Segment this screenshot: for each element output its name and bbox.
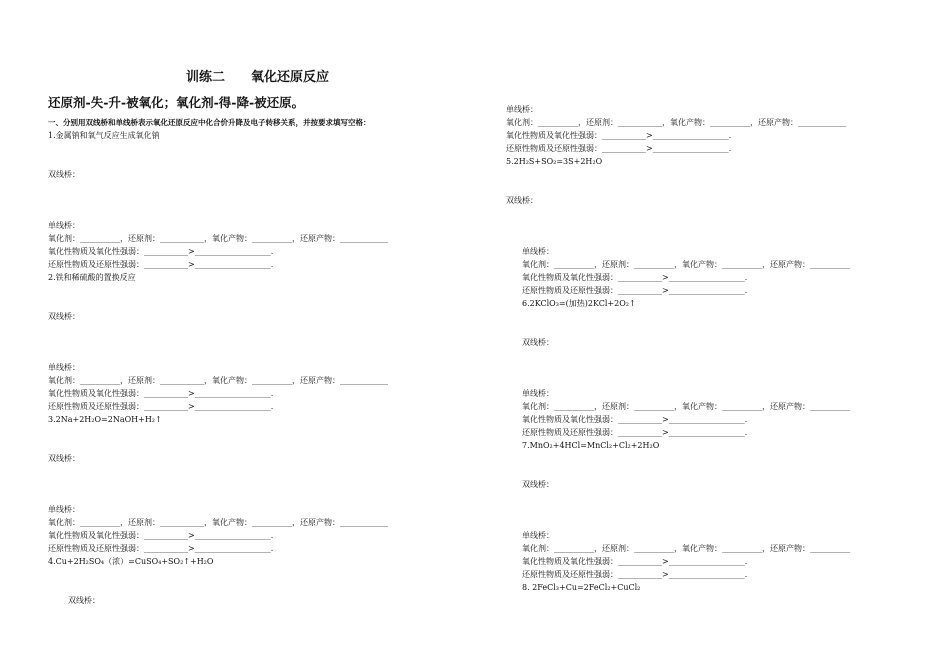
reducing-strength-line: 还原性物质及还原性强弱：___________>___________________.: [522, 428, 748, 437]
reaction-1: 1.金属钠和氧气反应生成氧化钠: [48, 131, 160, 140]
reducing-strength-line: 还原性物质及还原性强弱：___________>___________________.: [522, 286, 748, 295]
reaction-5: 5.2H₂S+SO₂=3S+2H₂O: [506, 157, 603, 166]
double-bridge-label: 双线桥：: [48, 312, 80, 321]
single-bridge-label: 单线桥：: [48, 363, 80, 372]
agents-line: 氧化剂：__________，还原剂：__________，氧化产物：__________，还原产物：__________: [522, 260, 850, 269]
oxidizing-strength-line: 氧化性物质及氧化性强弱：___________>___________________.: [48, 389, 274, 398]
oxidizing-strength-line: 氧化性物质及氧化性强弱：___________>___________________.: [522, 273, 748, 282]
double-bridge-label: 双线桥：: [68, 596, 100, 605]
reducing-strength-line: 还原性物质及还原性强弱：___________>___________________.: [48, 260, 274, 269]
reaction-6: 6.2KClO₃=(加热)2KCl+2O₂↑: [522, 299, 636, 308]
mnemonic-rule: 还原剂-失-升-被氧化；氧化剂-得-降-被还原。: [48, 95, 305, 110]
agents-line: 氧化剂：__________，还原剂：__________，氧化产物：__________，还原产物：__________: [522, 402, 850, 411]
instruction: 一、分别用双线桥和单线桥表示氧化还原反应中化合价升降及电子转移关系，并按要求填写空格：: [48, 118, 371, 127]
double-bridge-label: 双线桥：: [48, 454, 80, 463]
reaction-2: 2.铁和稀硫酸的置换反应: [48, 273, 136, 282]
reaction-7: 7.MnO₂+4HCl=MnCl₂+Cl₂+2H₂O: [522, 441, 660, 450]
oxidizing-strength-line: 氧化性物质及氧化性强弱：___________>___________________.: [506, 131, 732, 140]
reducing-strength-line: 还原性物质及还原性强弱：___________>___________________.: [522, 570, 748, 579]
agents-line: 氧化剂：__________，还原剂：___________，氧化产物：__________，还原产物：____________: [48, 518, 388, 527]
agents-line: 氧化剂：__________，还原剂：__________，氧化产物：__________，还原产物：__________: [522, 544, 850, 553]
page-title: 训练二 氧化还原反应: [186, 70, 330, 85]
reaction-8: 8. 2FeCl₃+Cu=2FeCl₂+CuCl₂: [522, 583, 641, 592]
reaction-4: 4.Cu+2H₂SO₄（浓）=CuSO₄+SO₂↑+H₂O: [48, 557, 214, 566]
double-bridge-label: 双线桥：: [48, 170, 80, 179]
oxidizing-strength-line: 氧化性物质及氧化性强弱：___________>___________________.: [522, 415, 748, 424]
single-bridge-label: 单线桥：: [522, 531, 554, 540]
oxidizing-strength-line: 氧化性物质及氧化性强弱：___________>___________________.: [48, 247, 274, 256]
single-bridge-label: 单线桥：: [522, 247, 554, 256]
double-bridge-label: 双线桥：: [522, 338, 554, 347]
single-bridge-label: 单线桥：: [522, 389, 554, 398]
agents-line: 氧化剂：__________，还原剂：___________，氧化产物：__________，还原产物：____________: [48, 376, 388, 385]
double-bridge-label: 双线桥：: [506, 196, 538, 205]
single-bridge-label: 单线桥：: [48, 505, 80, 514]
reaction-3: 3.2Na+2H₂O=2NaOH+H₂↑: [48, 415, 162, 424]
single-bridge-label: 单线桥：: [506, 105, 538, 114]
single-bridge-label: 单线桥：: [48, 221, 80, 230]
oxidizing-strength-line: 氧化性物质及氧化性强弱：___________>___________________.: [522, 557, 748, 566]
oxidizing-strength-line: 氧化性物质及氧化性强弱：___________>___________________.: [48, 531, 274, 540]
reducing-strength-line: 还原性物质及还原性强弱：___________>___________________.: [48, 544, 274, 553]
reducing-strength-line: 还原性物质及还原性强弱：___________>___________________.: [506, 144, 732, 153]
agents-line: 氧化剂：__________，还原剂：___________，氧化产物：__________，还原产物：____________: [506, 118, 846, 127]
double-bridge-label: 双线桥：: [522, 480, 554, 489]
agents-line: 氧化剂：__________，还原剂：___________，氧化产物：__________，还原产物：____________: [48, 234, 388, 243]
reducing-strength-line: 还原性物质及还原性强弱：___________>___________________.: [48, 402, 274, 411]
